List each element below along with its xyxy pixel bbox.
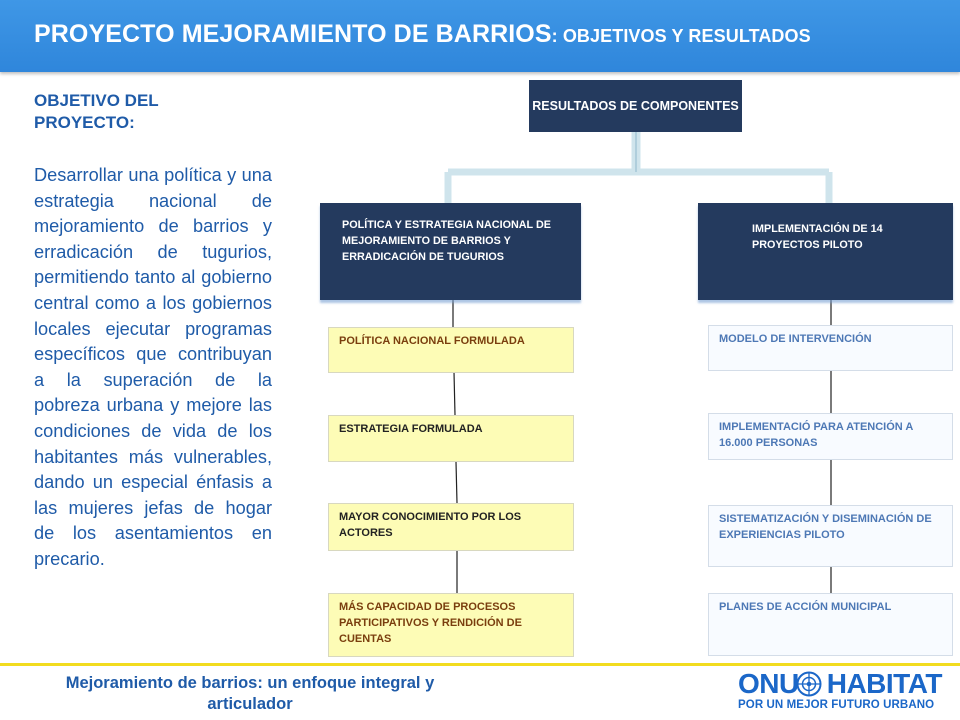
tree-connector: [448, 132, 829, 203]
globe-icon: [796, 671, 822, 697]
root-node: [529, 80, 742, 132]
result-node-policy-4: MÁS CAPACIDAD DE PROCESOS PARTICIPATIVOS Y RENDICIÓN DE CUENTAS: [328, 593, 574, 657]
result-node-pilot-1: MODELO DE INTERVENCIÓN: [708, 325, 953, 371]
result-node-pilot-2: IMPLEMENTACIÓ PARA ATENCIÓN A 16.000 PERSONAS: [708, 413, 953, 460]
logo-text-right: HABITAT: [826, 668, 942, 699]
result-node-policy-2: ESTRATEGIA FORMULADA: [328, 415, 574, 462]
component-node-pilots: [698, 203, 953, 300]
result-node-pilot-4: PLANES DE ACCIÓN MUNICIPAL: [708, 593, 953, 656]
component-node-label: IMPLEMENTACIÓN DE 14 PROYECTOS PILOTO: [752, 223, 883, 251]
footer-divider: [0, 663, 960, 666]
result-node-policy-3: MAYOR CONOCIMIENTO POR LOS ACTORES: [328, 503, 574, 551]
objective-text: Desarrollar una política y una estrategia nacional de mejoramiento de barrios y erradicación de tugurios, permitiendo tanto al gobierno central como a los gobiernos locales ejecutar programas específicos que contribuyan a la superación de la pobreza urbana y mejore las condiciones de vida de los habitantes más vulnerables, dando un especial énfasis a las mujeres jefas de hogar de los asentamientos en precario.: [34, 165, 272, 569]
result-node-policy-1: POLÍTICA NACIONAL FORMULADA: [328, 327, 574, 373]
logo-tagline: POR UN MEJOR FUTURO URBANO: [738, 699, 935, 711]
logo-wordmark: [738, 668, 942, 700]
result-node-pilot-3: SISTEMATIZACIÓN Y DISEMINACIÓN DE EXPERIENCIAS PILOTO: [708, 505, 953, 567]
page-title-sub: : OBJETIVOS Y RESULTADOS: [551, 26, 811, 46]
objective-heading: OBJETIVO DEL PROYECTO:: [34, 91, 159, 132]
root-node-label: RESULTADOS DE COMPONENTES: [532, 99, 739, 113]
component-node-label: POLÍTICA Y ESTRATEGIA NACIONAL DE MEJORAMIENTO DE BARRIOS Y ERRADICACIÓN DE TUGURIOS: [342, 219, 551, 263]
footer-caption: Mejoramiento de barrios: un enfoque integral y articulador: [65, 674, 435, 713]
component-node-policy: [320, 203, 581, 300]
un-habitat-logo: [738, 668, 942, 716]
logo-text-left: ONU: [738, 668, 799, 699]
page-title-main: PROYECTO MEJORAMIENTO DE BARRIOS: [34, 20, 552, 48]
